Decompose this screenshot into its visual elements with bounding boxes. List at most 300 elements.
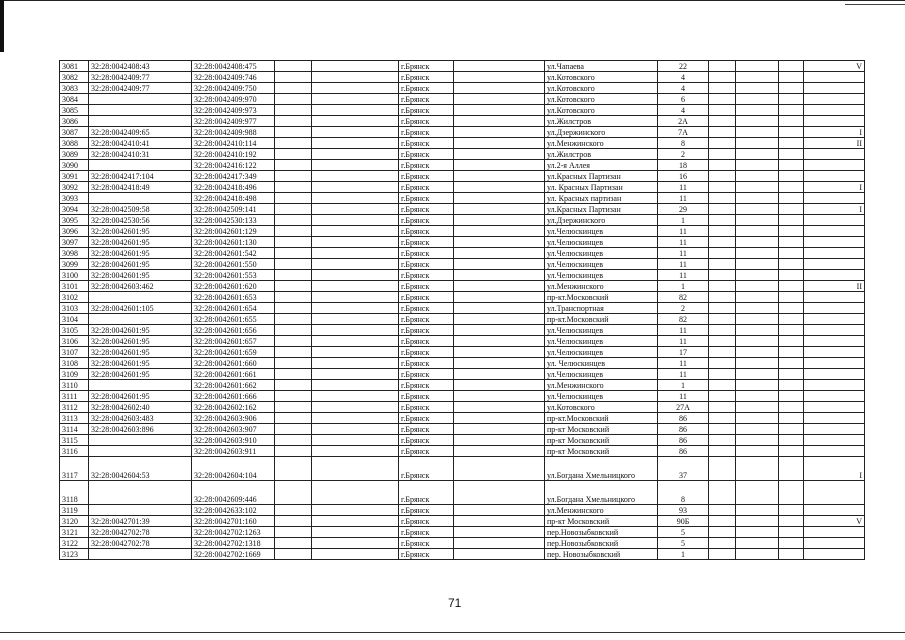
empty-cell: [779, 481, 804, 505]
row-number-cell: 3090: [60, 160, 89, 171]
empty-cell: [736, 248, 779, 259]
cadastral-land-number-cell: 32:28:0042410:31: [89, 149, 192, 160]
cadastral-object-number-cell: 32:28:0042702:1669: [192, 549, 275, 560]
street-cell: ул.Челюскинцев: [545, 391, 658, 402]
empty-cell: [779, 527, 804, 538]
house-number-cell: 4: [658, 83, 709, 94]
empty-cell: [709, 358, 736, 369]
street-cell: ул.Челюскинцев: [545, 325, 658, 336]
empty-cell: [275, 505, 312, 516]
empty-cell: [454, 116, 545, 127]
street-cell: ул.Транспортная: [545, 303, 658, 314]
table-row: [60, 481, 865, 505]
cadastral-land-number-cell: 32:28:0042601:95: [89, 336, 192, 347]
empty-cell: [736, 226, 779, 237]
empty-cell: [779, 83, 804, 94]
row-number-cell: 3091: [60, 171, 89, 182]
empty-cell: [779, 446, 804, 457]
empty-cell: [312, 292, 399, 303]
city-cell: г.Брянск: [399, 94, 454, 105]
empty-cell: [779, 226, 804, 237]
cadastral-land-number-cell: [89, 105, 192, 116]
street-cell: пр-кт Московский: [545, 516, 658, 527]
empty-cell: [709, 281, 736, 292]
category-cell: V: [804, 61, 865, 72]
cadastral-land-number-cell: 32:28:0042601:95: [89, 347, 192, 358]
street-cell: ул.Менжинского: [545, 380, 658, 391]
empty-cell: [275, 270, 312, 281]
street-cell: ул.Челюскинцев: [545, 237, 658, 248]
row-number-cell: 3120: [60, 516, 89, 527]
top-right-scan-line: [845, 4, 905, 5]
empty-cell: [736, 457, 779, 481]
empty-cell: [779, 204, 804, 215]
empty-cell: [454, 413, 545, 424]
house-number-cell: 2: [658, 149, 709, 160]
empty-cell: [779, 149, 804, 160]
empty-cell: [275, 105, 312, 116]
table-row: [60, 292, 865, 303]
row-number-cell: 3095: [60, 215, 89, 226]
empty-cell: [709, 505, 736, 516]
empty-cell: [454, 358, 545, 369]
empty-cell: [275, 248, 312, 259]
empty-cell: [275, 259, 312, 270]
empty-cell: [736, 94, 779, 105]
empty-cell: [312, 127, 399, 138]
empty-cell: [779, 105, 804, 116]
category-cell: [804, 116, 865, 127]
category-cell: [804, 505, 865, 516]
street-cell: ул.Челюскинцев: [545, 336, 658, 347]
cadastral-object-number-cell: 32:28:0042409:988: [192, 127, 275, 138]
cadastral-land-number-cell: [89, 435, 192, 446]
city-cell: г.Брянск: [399, 380, 454, 391]
table-row: [60, 435, 865, 446]
category-cell: [804, 435, 865, 446]
table-row: [60, 391, 865, 402]
empty-cell: [454, 105, 545, 116]
street-cell: пер.Новозыбковский: [545, 538, 658, 549]
empty-cell: [736, 171, 779, 182]
cadastral-object-number-cell: 32:28:0042601:662: [192, 380, 275, 391]
row-number-cell: 3122: [60, 538, 89, 549]
empty-cell: [312, 138, 399, 149]
table-row: [60, 402, 865, 413]
empty-cell: [779, 435, 804, 446]
empty-cell: [312, 314, 399, 325]
empty-cell: [454, 446, 545, 457]
table-row: [60, 105, 865, 116]
row-number-cell: 3086: [60, 116, 89, 127]
cadastral-object-number-cell: 32:28:0042530:133: [192, 215, 275, 226]
empty-cell: [312, 160, 399, 171]
empty-cell: [454, 347, 545, 358]
cadastral-land-number-cell: [89, 292, 192, 303]
empty-cell: [275, 204, 312, 215]
empty-cell: [312, 336, 399, 347]
empty-cell: [709, 391, 736, 402]
street-cell: ул.Челюскинцев: [545, 347, 658, 358]
empty-cell: [275, 182, 312, 193]
house-number-cell: 86: [658, 446, 709, 457]
empty-cell: [454, 226, 545, 237]
empty-cell: [312, 457, 399, 481]
category-cell: [804, 325, 865, 336]
row-number-cell: 3088: [60, 138, 89, 149]
cadastral-land-number-cell: [89, 116, 192, 127]
table-row: [60, 116, 865, 127]
empty-cell: [312, 413, 399, 424]
empty-cell: [312, 83, 399, 94]
city-cell: г.Брянск: [399, 481, 454, 505]
empty-cell: [312, 369, 399, 380]
table-row: [60, 325, 865, 336]
empty-cell: [312, 446, 399, 457]
cadastral-object-number-cell: 32:28:0042409:970: [192, 94, 275, 105]
empty-cell: [275, 83, 312, 94]
empty-cell: [312, 149, 399, 160]
empty-cell: [275, 402, 312, 413]
empty-cell: [312, 182, 399, 193]
empty-cell: [454, 182, 545, 193]
empty-cell: [779, 549, 804, 560]
empty-cell: [454, 127, 545, 138]
cadastral-land-number-cell: [89, 481, 192, 505]
street-cell: пр-кт Московский: [545, 446, 658, 457]
empty-cell: [779, 424, 804, 435]
empty-cell: [709, 325, 736, 336]
category-cell: [804, 226, 865, 237]
table-row: [60, 527, 865, 538]
category-cell: V: [804, 516, 865, 527]
empty-cell: [736, 358, 779, 369]
empty-cell: [454, 303, 545, 314]
city-cell: г.Брянск: [399, 259, 454, 270]
empty-cell: [709, 138, 736, 149]
street-cell: ул.Богдана Хмельницкого: [545, 481, 658, 505]
empty-cell: [779, 182, 804, 193]
cadastral-object-number-cell: 32:28:0042604:104: [192, 457, 275, 481]
street-cell: ул.Дзержинского: [545, 215, 658, 226]
empty-cell: [312, 226, 399, 237]
table-row: [60, 182, 865, 193]
empty-cell: [779, 402, 804, 413]
category-cell: [804, 336, 865, 347]
empty-cell: [454, 61, 545, 72]
empty-cell: [275, 226, 312, 237]
empty-cell: [709, 516, 736, 527]
empty-cell: [312, 215, 399, 226]
house-number-cell: 11: [658, 226, 709, 237]
empty-cell: [709, 369, 736, 380]
city-cell: г.Брянск: [399, 292, 454, 303]
cadastral-land-number-cell: 32:28:0042601:95: [89, 369, 192, 380]
empty-cell: [779, 358, 804, 369]
empty-cell: [275, 336, 312, 347]
empty-cell: [779, 325, 804, 336]
empty-cell: [454, 160, 545, 171]
empty-cell: [312, 237, 399, 248]
table-row: [60, 127, 865, 138]
category-cell: II: [804, 138, 865, 149]
empty-cell: [779, 380, 804, 391]
empty-cell: [312, 105, 399, 116]
empty-cell: [454, 237, 545, 248]
street-cell: ул.Челюскинцев: [545, 369, 658, 380]
empty-cell: [275, 413, 312, 424]
row-number-cell: 3110: [60, 380, 89, 391]
row-number-cell: 3083: [60, 83, 89, 94]
empty-cell: [454, 527, 545, 538]
city-cell: г.Брянск: [399, 281, 454, 292]
row-number-cell: 3109: [60, 369, 89, 380]
row-number-cell: 3099: [60, 259, 89, 270]
row-number-cell: 3087: [60, 127, 89, 138]
empty-cell: [275, 215, 312, 226]
street-cell: пер. Новозыбковский: [545, 549, 658, 560]
empty-cell: [312, 171, 399, 182]
row-number-cell: 3108: [60, 358, 89, 369]
top-border-line: [0, 0, 905, 1]
street-cell: пр-кт.Московский: [545, 413, 658, 424]
empty-cell: [779, 347, 804, 358]
city-cell: г.Брянск: [399, 105, 454, 116]
empty-cell: [736, 538, 779, 549]
row-number-cell: 3118: [60, 481, 89, 505]
cadastral-object-number-cell: 32:28:0042410:192: [192, 149, 275, 160]
empty-cell: [779, 171, 804, 182]
empty-cell: [709, 446, 736, 457]
empty-cell: [736, 160, 779, 171]
category-cell: [804, 105, 865, 116]
table-row: [60, 171, 865, 182]
empty-cell: [736, 138, 779, 149]
empty-cell: [275, 435, 312, 446]
empty-cell: [275, 237, 312, 248]
cadastral-object-number-cell: 32:28:0042416:122: [192, 160, 275, 171]
empty-cell: [312, 72, 399, 83]
table-row: [60, 61, 865, 72]
cadastral-land-number-cell: 32:28:0042603:896: [89, 424, 192, 435]
table-row: [60, 538, 865, 549]
house-number-cell: 2А: [658, 116, 709, 127]
empty-cell: [454, 259, 545, 270]
empty-cell: [454, 83, 545, 94]
empty-cell: [709, 182, 736, 193]
empty-cell: [779, 138, 804, 149]
empty-cell: [454, 193, 545, 204]
cadastral-object-number-cell: 32:28:0042601:660: [192, 358, 275, 369]
house-number-cell: 22: [658, 61, 709, 72]
city-cell: г.Брянск: [399, 61, 454, 72]
house-number-cell: 1: [658, 549, 709, 560]
street-cell: ул.Жилстров: [545, 116, 658, 127]
cadastral-object-number-cell: 32:28:0042601:656: [192, 325, 275, 336]
city-cell: г.Брянск: [399, 424, 454, 435]
category-cell: [804, 149, 865, 160]
empty-cell: [736, 259, 779, 270]
street-cell: пер.Новозыбковский: [545, 527, 658, 538]
house-number-cell: 17: [658, 347, 709, 358]
cadastral-land-number-cell: 32:28:0042409:77: [89, 72, 192, 83]
city-cell: г.Брянск: [399, 369, 454, 380]
empty-cell: [454, 549, 545, 560]
cadastral-object-number-cell: 32:28:0042509:141: [192, 204, 275, 215]
cadastral-land-number-cell: 32:28:0042418:49: [89, 182, 192, 193]
table-row: [60, 314, 865, 325]
table-row: [60, 237, 865, 248]
cadastral-land-number-cell: 32:28:0042601:105: [89, 303, 192, 314]
cadastral-land-number-cell: 32:28:0042702:78: [89, 527, 192, 538]
street-cell: пр-кт.Московский: [545, 292, 658, 303]
empty-cell: [709, 481, 736, 505]
category-cell: [804, 160, 865, 171]
table-row: [60, 358, 865, 369]
empty-cell: [312, 391, 399, 402]
cadastral-object-number-cell: 32:28:0042418:496: [192, 182, 275, 193]
empty-cell: [275, 292, 312, 303]
empty-cell: [312, 61, 399, 72]
cadastral-object-number-cell: 32:28:0042601:129: [192, 226, 275, 237]
house-number-cell: 11: [658, 193, 709, 204]
table-row: [60, 336, 865, 347]
city-cell: г.Брянск: [399, 182, 454, 193]
row-number-cell: 3107: [60, 347, 89, 358]
empty-cell: [275, 94, 312, 105]
city-cell: г.Брянск: [399, 127, 454, 138]
category-cell: I: [804, 127, 865, 138]
category-cell: [804, 303, 865, 314]
empty-cell: [275, 358, 312, 369]
empty-cell: [779, 369, 804, 380]
category-cell: [804, 446, 865, 457]
street-cell: ул.Котовского: [545, 105, 658, 116]
category-cell: [804, 215, 865, 226]
empty-cell: [736, 424, 779, 435]
empty-cell: [736, 435, 779, 446]
city-cell: г.Брянск: [399, 72, 454, 83]
house-number-cell: 90Б: [658, 516, 709, 527]
empty-cell: [275, 516, 312, 527]
empty-cell: [709, 226, 736, 237]
cadastral-object-number-cell: 32:28:0042633:102: [192, 505, 275, 516]
cadastral-land-number-cell: 32:28:0042603:462: [89, 281, 192, 292]
empty-cell: [454, 248, 545, 259]
city-cell: г.Брянск: [399, 204, 454, 215]
city-cell: г.Брянск: [399, 226, 454, 237]
cadastral-land-number-cell: 32:28:0042410:41: [89, 138, 192, 149]
empty-cell: [709, 527, 736, 538]
empty-cell: [709, 248, 736, 259]
street-cell: пр-кт.Московский: [545, 314, 658, 325]
house-number-cell: 11: [658, 182, 709, 193]
empty-cell: [736, 516, 779, 527]
street-cell: ул. Красных Партизан: [545, 182, 658, 193]
empty-cell: [779, 505, 804, 516]
table-row: [60, 259, 865, 270]
empty-cell: [779, 336, 804, 347]
registry-table-body: [60, 61, 865, 560]
empty-cell: [709, 83, 736, 94]
empty-cell: [312, 358, 399, 369]
empty-cell: [736, 391, 779, 402]
cadastral-land-number-cell: 32:28:0042601:95: [89, 259, 192, 270]
empty-cell: [736, 527, 779, 538]
cadastral-object-number-cell: 32:28:0042603:910: [192, 435, 275, 446]
street-cell: ул. Челюскинцев: [545, 358, 658, 369]
category-cell: II: [804, 281, 865, 292]
cadastral-object-number-cell: 32:28:0042409:746: [192, 72, 275, 83]
row-number-cell: 3092: [60, 182, 89, 193]
city-cell: г.Брянск: [399, 83, 454, 94]
city-cell: г.Брянск: [399, 446, 454, 457]
empty-cell: [312, 248, 399, 259]
street-cell: ул.Менжинского: [545, 281, 658, 292]
empty-cell: [779, 94, 804, 105]
empty-cell: [736, 446, 779, 457]
empty-cell: [709, 314, 736, 325]
city-cell: г.Брянск: [399, 193, 454, 204]
empty-cell: [312, 424, 399, 435]
empty-cell: [736, 193, 779, 204]
table-row: [60, 457, 865, 481]
cadastral-land-number-cell: 32:28:0042409:77: [89, 83, 192, 94]
cadastral-land-number-cell: 32:28:0042601:95: [89, 226, 192, 237]
empty-cell: [779, 193, 804, 204]
table-row: [60, 215, 865, 226]
cadastral-object-number-cell: 32:28:0042601:550: [192, 259, 275, 270]
empty-cell: [312, 516, 399, 527]
empty-cell: [736, 336, 779, 347]
cadastral-object-number-cell: 32:28:0042601:655: [192, 314, 275, 325]
house-number-cell: 6: [658, 94, 709, 105]
empty-cell: [275, 325, 312, 336]
cadastral-land-number-cell: 32:28:0042601:95: [89, 358, 192, 369]
cadastral-land-number-cell: [89, 446, 192, 457]
street-cell: ул. Красных партизан: [545, 193, 658, 204]
city-cell: г.Брянск: [399, 149, 454, 160]
empty-cell: [312, 270, 399, 281]
table-row: [60, 380, 865, 391]
cadastral-land-number-cell: 32:28:0042408:43: [89, 61, 192, 72]
empty-cell: [779, 538, 804, 549]
empty-cell: [275, 61, 312, 72]
cadastral-land-number-cell: 32:28:0042417:104: [89, 171, 192, 182]
empty-cell: [779, 61, 804, 72]
empty-cell: [275, 314, 312, 325]
cadastral-object-number-cell: 32:28:0042417:349: [192, 171, 275, 182]
cadastral-land-number-cell: 32:28:0042601:95: [89, 248, 192, 259]
empty-cell: [736, 549, 779, 560]
house-number-cell: 11: [658, 237, 709, 248]
cadastral-land-number-cell: [89, 193, 192, 204]
city-cell: г.Брянск: [399, 347, 454, 358]
empty-cell: [709, 237, 736, 248]
table-row: [60, 303, 865, 314]
house-number-cell: 2: [658, 303, 709, 314]
house-number-cell: 5: [658, 538, 709, 549]
house-number-cell: 11: [658, 270, 709, 281]
empty-cell: [275, 538, 312, 549]
empty-cell: [275, 127, 312, 138]
cadastral-land-number-cell: 32:28:0042509:58: [89, 204, 192, 215]
table-row: [60, 149, 865, 160]
row-number-cell: 3104: [60, 314, 89, 325]
street-cell: пр-кт Московский: [545, 435, 658, 446]
row-number-cell: 3089: [60, 149, 89, 160]
city-cell: г.Брянск: [399, 171, 454, 182]
